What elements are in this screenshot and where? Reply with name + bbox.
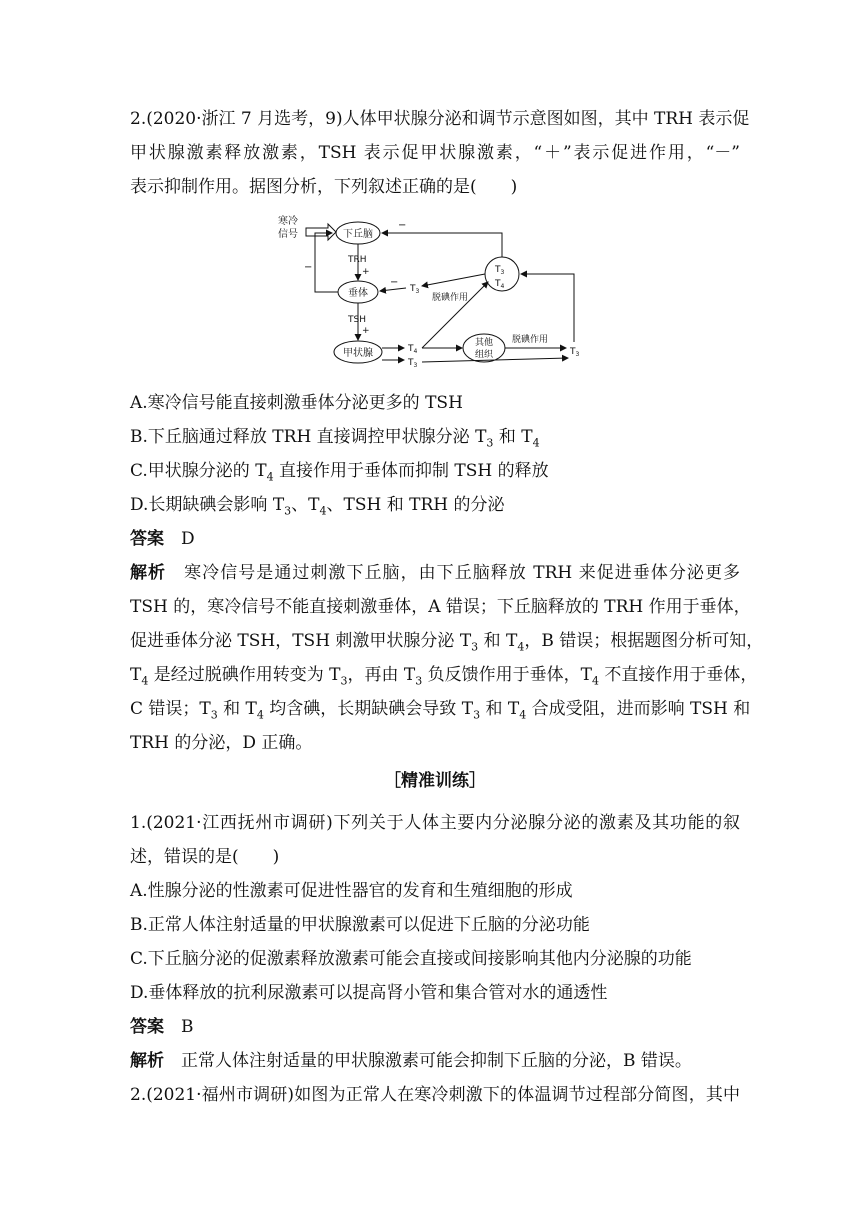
analysis-1-line-6: TRH 的分泌，D 正确。 — [130, 733, 313, 753]
right-t3-to-circle-arrow — [521, 274, 574, 342]
practice-1-option-b: B.正常人体注射适量的甲状腺激素可以促进下丘脑的分泌功能 — [130, 915, 590, 935]
thyroid-regulation-diagram — [270, 212, 590, 372]
question-2-line-2: 甲状腺激素释放激素，TSH 表示促甲状腺激素，“＋”表示促进作用，“－” — [130, 143, 740, 163]
thyroid-t4-label: $T_4$ — [408, 344, 418, 355]
pituitary-feedback-arrow — [315, 233, 338, 292]
right-t3-label: $T_3$ — [570, 347, 580, 358]
pituitary-t3-label: $T_3$ — [410, 284, 420, 295]
practice-1-option-c: C.下丘脑分泌的促激素释放激素可能会直接或间接影响其他内分泌腺的功能 — [130, 949, 692, 969]
hypothalamus-label: 下丘脑 — [343, 229, 373, 240]
option-d: D.长期缺碘会影响 $T_3$、$T_4$、TSH 和 TRH 的分泌 — [130, 495, 505, 518]
deiodination-label-2: 脱碘作用 — [512, 335, 549, 345]
section-title: ［精准训练］ — [384, 771, 486, 791]
practice-1-option-a: A.性腺分泌的性激素可促进性器官的发育和生殖细胞的形成 — [130, 881, 573, 901]
analysis-1-line-4: $T_4$ 是经过脱碘作用转变为 $T_3$，再由 $T_3$ 负反馈作用于垂体，$T_4$ 不直接作用于垂体， — [130, 665, 758, 688]
analysis-1-line-5: C 错误；$T_3$ 和 $T_4$ 均含碘，长期缺碘会导致 $T_3$ 和 $T_4$ 合成受阻，进而影响 TSH 和 — [130, 699, 751, 722]
pituitary-feedback-minus: − — [304, 262, 313, 273]
analysis-2: 解析 正常人体注射适量的甲状腺激素可能会抑制下丘脑的分泌，B 错误。 — [130, 1051, 692, 1071]
t3-to-pituitary-minus: − — [390, 277, 399, 288]
trh-label: TRH — [348, 255, 367, 265]
question-2-line-3: 表示抑制作用。据图分析，下列叙述正确的是( ) — [130, 177, 518, 197]
analysis-1-line-1: 解析 寒冷信号是通过刺激下丘脑，由下丘脑释放 TRH 来促进垂体分泌更多 — [130, 563, 740, 583]
circle-to-hypothalamus-arrow — [382, 233, 502, 257]
other-tissue-label-1: 其他 — [474, 338, 494, 348]
t3-bottom-arrow — [422, 358, 568, 362]
thyroid-t3-label: $T_3$ — [408, 358, 418, 369]
thyroid-label: 甲状腺 — [343, 348, 373, 359]
trh-plus: + — [362, 267, 370, 277]
tsh-plus: + — [362, 326, 370, 336]
analysis-1-line-2: TSH 的，寒冷信号不能直接刺激垂体，A 错误；下丘脑释放的 TRH 作用于垂体， — [130, 597, 751, 617]
option-b: B.下丘脑通过释放 TRH 直接调控甲状腺分泌 $T_3$ 和 $T_4$ — [130, 427, 540, 450]
option-c: C.甲状腺分泌的 $T_4$ 直接作用于垂体而抑制 TSH 的释放 — [130, 461, 549, 484]
cold-signal-arrow — [306, 224, 336, 240]
practice-1-line-1: 1.(2021·江西抚州市调研)下列关于人体主要内分泌腺分泌的激素及其功能的叙 — [130, 813, 740, 833]
question-2-line-1: 2.(2020·浙江 7 月选考，9)人体甲状腺分泌和调节示意图如图，其中 TRH 表示促 — [130, 109, 750, 129]
option-a: A.寒冷信号能直接刺激垂体分泌更多的 TSH — [130, 393, 463, 413]
cold-signal-label-1: 寒冷 — [278, 216, 298, 227]
practice-1-option-d: D.垂体释放的抗利尿激素可以提高肾小管和集合管对水的通透性 — [130, 983, 608, 1003]
answer-2: 答案 B — [130, 1017, 194, 1037]
t3-to-pituitary-arrow — [380, 288, 406, 291]
circle-t4-label: $T_4$ — [495, 279, 505, 290]
practice-1-line-2: 述，错误的是( ) — [130, 847, 280, 867]
answer-1: 答案 D — [130, 529, 195, 549]
analysis-1-line-3: 促进垂体分泌 TSH，TSH 刺激甲状腺分泌 $T_3$ 和 $T_4$，B 错误；根据题图分析可知， — [130, 631, 764, 654]
circle-to-hypothalamus-minus: − — [398, 220, 407, 231]
circle-t3-label: $T_3$ — [495, 265, 505, 276]
other-tissue-label-2: 组织 — [474, 350, 494, 360]
practice-2-line-1: 2.(2021·福州市调研)如图为正常人在寒冷刺激下的体温调节过程部分简图，其中 — [130, 1085, 740, 1105]
tsh-label: TSH — [348, 315, 366, 325]
cold-signal-label-2: 信号 — [278, 229, 298, 240]
circle-deiodination-arrow — [422, 274, 485, 286]
pituitary-label: 垂体 — [348, 288, 368, 299]
deiodination-label-1: 脱碘作用 — [432, 293, 469, 303]
